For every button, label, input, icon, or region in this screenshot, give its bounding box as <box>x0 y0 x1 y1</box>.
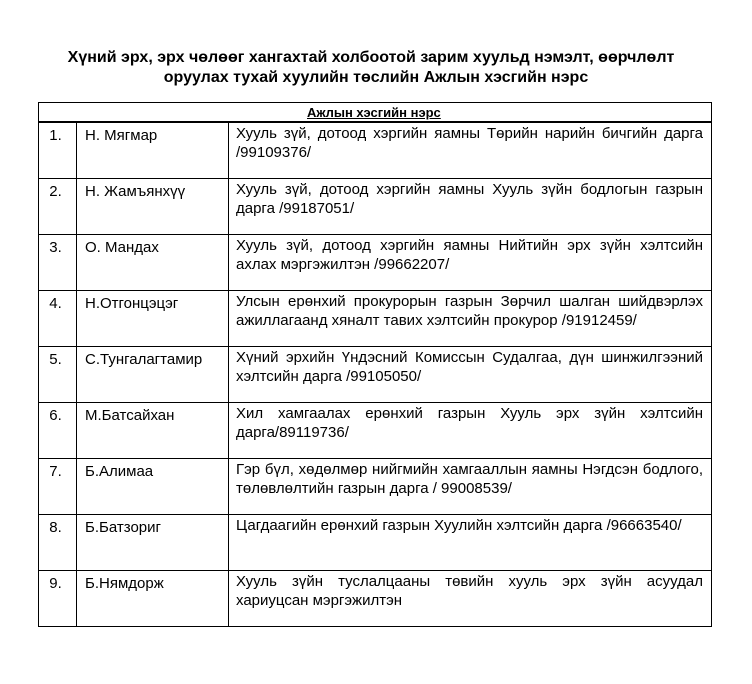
member-name: С.Тунгалагтамир <box>77 347 229 403</box>
table-row <box>39 571 712 627</box>
row-number: 6. <box>39 403 77 459</box>
row-number: 7. <box>39 459 77 515</box>
table-row <box>39 123 712 179</box>
table-row <box>39 235 712 291</box>
member-name: Н. Жамъянхүү <box>77 179 229 235</box>
row-number: 4. <box>39 291 77 347</box>
member-position: Улсын ерөнхий прокурорын газрын Зөрчил шалган шийдвэрлэх ажиллагаанд хяналт тавих хэлтсийн прокурор /91912459/ <box>229 291 712 347</box>
document-title <box>0 48 752 88</box>
member-position: Хууль зүй, дотоод хэргийн яамны Нийтийн эрх зүйн хэлтсийн ахлах мэргэжилтэн /99662207/ <box>229 235 712 291</box>
member-name: О. Мандах <box>77 235 229 291</box>
document-title-line-1: Хүний эрх, эрх чөлөөг хангахтай холбоотой зарим хуульд нэмэлт, өөрчлөлт <box>67 49 675 66</box>
member-name: Н.Отгонцэцэг <box>77 291 229 347</box>
member-position: Цагдаагийн ерөнхий газрын Хуулийн хэлтсийн дарга /96663540/ <box>229 515 712 571</box>
member-position: Хууль зүй, дотоод хэргийн яамны Төрийн нарийн бичгийн дарга /99109376/ <box>229 123 712 179</box>
table-row <box>39 459 712 515</box>
table-row <box>39 179 712 235</box>
member-name: М.Батсайхан <box>77 403 229 459</box>
table-header: Ажлын хэсгийн нэрс <box>38 102 712 122</box>
table-row <box>39 291 712 347</box>
member-name: Б.Алимаа <box>77 459 229 515</box>
working-group-table <box>38 122 712 627</box>
member-position: Хүний эрхийн Үндэсний Комиссын Судалгаа, дүн шинжилгээний хэлтсийн дарга /99105050/ <box>229 347 712 403</box>
member-position: Хил хамгаалах ерөнхий газрын Хууль эрх зүйн хэлтсийн дарга/89119736/ <box>229 403 712 459</box>
member-name: Б.Нямдорж <box>77 571 229 627</box>
table-row <box>39 515 712 571</box>
table-row <box>39 403 712 459</box>
row-number: 3. <box>39 235 77 291</box>
member-name: Н. Мягмар <box>77 123 229 179</box>
member-position: Хууль зүйн туслалцааны төвийн хууль эрх зүйн асуудал хариуцсан мэргэжилтэн <box>229 571 712 627</box>
member-name: Б.Батзориг <box>77 515 229 571</box>
document-title-line-2: оруулах тухай хуулийн төслийн Ажлын хэсгийн нэрс <box>163 69 589 86</box>
member-position: Гэр бүл, хөдөлмөр нийгмийн хамгааллын яамны Нэгдсэн бодлого, төлөвлөлтийн газрын дарга / 99008539/ <box>229 459 712 515</box>
row-number: 8. <box>39 515 77 571</box>
row-number: 2. <box>39 179 77 235</box>
row-number: 5. <box>39 347 77 403</box>
member-position: Хууль зүй, дотоод хэргийн яамны Хууль зүйн бодлогын газрын дарга /99187051/ <box>229 179 712 235</box>
table-row <box>39 347 712 403</box>
row-number: 1. <box>39 123 77 179</box>
row-number: 9. <box>39 571 77 627</box>
